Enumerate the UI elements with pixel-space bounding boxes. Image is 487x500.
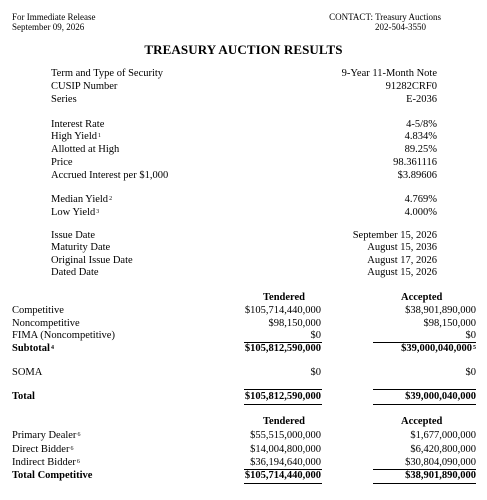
accepted-header: Accepted <box>401 292 443 303</box>
direct-bidder-accepted: $6,420,800,000 <box>410 444 476 455</box>
maturity-date-value: August 15, 2036 <box>367 242 437 253</box>
total-competitive-label: Total Competitive <box>12 470 93 481</box>
security-value: 9-Year 11-Month Note <box>341 68 437 79</box>
series-value: E-2036 <box>406 94 437 105</box>
accepted-header: Accepted <box>401 416 443 427</box>
indirect-bidder-tendered: $36,194,640,000 <box>250 457 321 468</box>
footnote-marker: 6 <box>77 432 81 438</box>
fima-tendered: $0 <box>310 330 321 341</box>
subtotal-label: Subtotal$^4$ <box>12 343 54 354</box>
maturity-date-label: Maturity Date <box>51 242 111 253</box>
allotted-label: Allotted at High <box>51 144 120 155</box>
fima-label: FIMA (Noncompetitive) <box>12 330 115 341</box>
competitive-tendered: $105,714,440,000 <box>244 305 321 316</box>
subtotal-accepted: $39,000,040,000$^5$ <box>401 343 476 354</box>
competitive-accepted: $38,901,890,000 <box>405 305 476 316</box>
primary-dealer-label: Primary Dealer$^6$ <box>12 430 81 441</box>
footnote-marker: 3 <box>96 209 100 215</box>
double-underline <box>244 483 322 484</box>
footnote-marker: 6 <box>76 459 80 465</box>
original-issue-date-label: Original Issue Date <box>51 255 133 266</box>
security-label: Term and Type of Security <box>51 68 164 79</box>
footnote-marker: 4 <box>50 345 54 351</box>
price-value: 98.361116 <box>393 157 437 168</box>
direct-bidder-label: Direct Bidder$^6$ <box>12 444 74 455</box>
soma-accepted: $0 <box>465 367 476 378</box>
high-yield-label: High Yield$^1$ <box>51 131 101 142</box>
footnote-marker: 1 <box>97 133 101 139</box>
page-title: TREASURY AUCTION RESULTS <box>144 42 343 57</box>
contact-label: CONTACT: Treasury Auctions <box>329 12 441 22</box>
double-underline <box>373 404 476 405</box>
divider <box>373 389 476 390</box>
footnote-marker: 2 <box>109 196 113 202</box>
tendered-header: Tendered <box>263 416 306 427</box>
primary-dealer-accepted: $1,677,000,000 <box>410 430 476 441</box>
noncompetitive-tendered: $98,150,000 <box>268 318 321 329</box>
low-yield-label: Low Yield$^3$ <box>51 207 100 218</box>
indirect-bidder-label: Indirect Bidder$^6$ <box>12 457 80 468</box>
median-yield-label: Median Yield$^2$ <box>51 194 113 205</box>
allotted-value: 89.25% <box>404 144 437 155</box>
divider <box>244 389 322 390</box>
contact-phone: 202-504-3550 <box>375 22 426 32</box>
total-accepted: $39,000,040,000 <box>405 391 476 402</box>
total-tendered: $105,812,590,000 <box>244 391 321 402</box>
interest-rate-label: Interest Rate <box>51 119 105 130</box>
subtotal-tendered: $105,812,590,000 <box>244 343 321 354</box>
total-competitive-tendered: $105,714,440,000 <box>244 470 321 481</box>
indirect-bidder-accepted: $30,804,090,000 <box>405 457 476 468</box>
noncompetitive-accepted: $98,150,000 <box>423 318 476 329</box>
tendered-header: Tendered <box>263 292 306 303</box>
soma-tendered: $0 <box>310 367 321 378</box>
price-label: Price <box>51 157 73 168</box>
direct-bidder-tendered: $14,004,800,000 <box>250 444 321 455</box>
issue-date-value: September 15, 2026 <box>352 230 437 241</box>
release-date: September 09, 2026 <box>12 22 85 32</box>
primary-dealer-tendered: $55,515,000,000 <box>250 430 321 441</box>
total-competitive-accepted: $38,901,890,000 <box>405 470 476 481</box>
double-underline <box>373 483 476 484</box>
competitive-label: Competitive <box>12 305 64 316</box>
series-label: Series <box>51 94 77 105</box>
low-yield-value: 4.000% <box>404 207 437 218</box>
noncompetitive-label: Noncompetitive <box>12 318 80 329</box>
double-underline <box>244 404 322 405</box>
accrued-label: Accrued Interest per $1,000 <box>51 170 169 181</box>
cusip-value: 91282CRF0 <box>385 81 437 92</box>
footnote-marker: 6 <box>70 446 74 452</box>
dated-date-value: August 15, 2026 <box>367 267 437 278</box>
accrued-value: $3.89606 <box>397 170 437 181</box>
median-yield-value: 4.769% <box>404 194 437 205</box>
cusip-label: CUSIP Number <box>51 81 118 92</box>
total-label: Total <box>12 391 35 402</box>
issue-date-label: Issue Date <box>51 230 96 241</box>
high-yield-value: 4.834% <box>404 131 437 142</box>
soma-label: SOMA <box>12 367 43 378</box>
footnote-marker: 5 <box>473 345 476 351</box>
release-label: For Immediate Release <box>12 12 96 22</box>
dated-date-label: Dated Date <box>51 267 99 278</box>
original-issue-date-value: August 17, 2026 <box>367 255 437 266</box>
interest-rate-value: 4-5/8% <box>406 119 437 130</box>
fima-accepted: $0 <box>465 330 476 341</box>
